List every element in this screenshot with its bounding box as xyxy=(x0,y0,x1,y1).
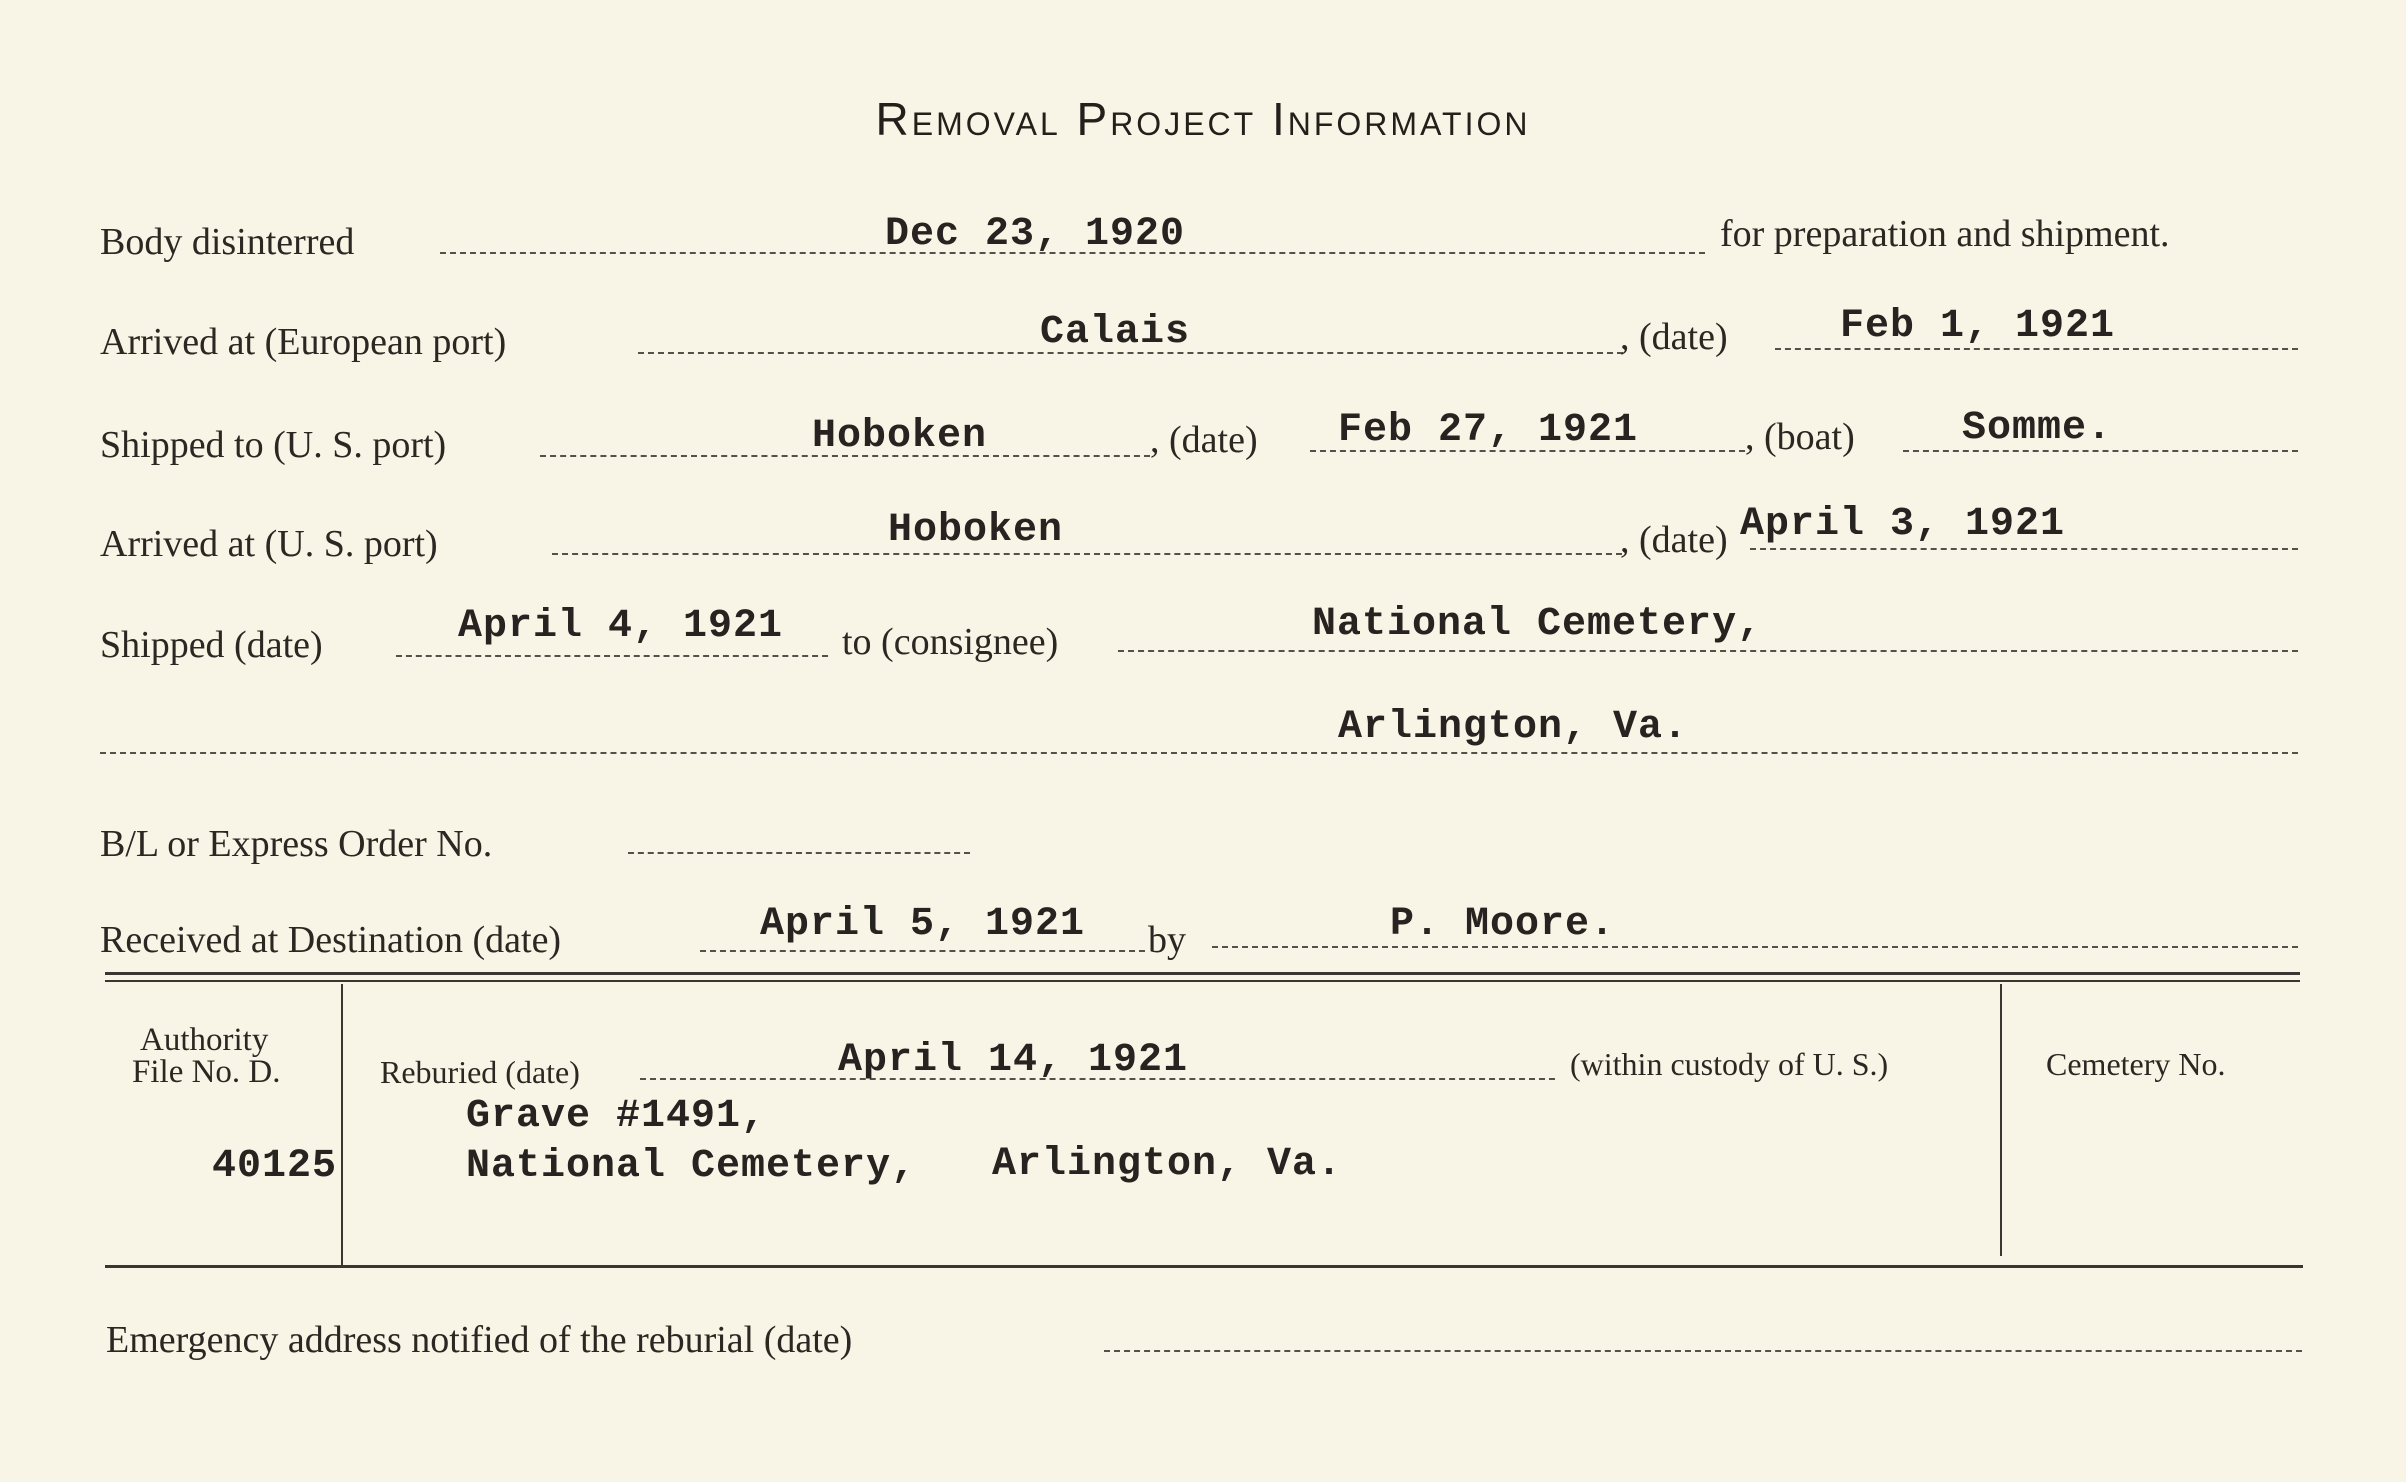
arrived-europe-port: Calais xyxy=(1040,310,1191,355)
received-by: P. Moore. xyxy=(1390,902,1616,947)
location-line-2: Arlington, Va. xyxy=(992,1142,1343,1187)
shipped-us-boat-label: , (boat) xyxy=(1745,416,1855,458)
consignee-label: to (consignee) xyxy=(842,621,1059,663)
file-number: 40125 xyxy=(212,1144,338,1189)
arrived-us-date-label: , (date) xyxy=(1620,519,1728,561)
received-label: Received at Destination (date) xyxy=(100,919,562,961)
consignee-line xyxy=(1118,650,2298,652)
shipped-us-boat: Somme. xyxy=(1962,406,2113,451)
custody-note: (within custody of U. S.) xyxy=(1570,1046,1889,1082)
arrived-europe-label: Arrived at (European port) xyxy=(100,321,507,363)
shipped-date-line xyxy=(396,655,828,657)
disinterred-label: Body disinterred xyxy=(100,221,355,263)
shipped-date: April 4, 1921 xyxy=(458,604,784,649)
location-line-1: National Cemetery, xyxy=(466,1144,917,1189)
box-bottom-rule xyxy=(105,1265,2303,1268)
received-by-line xyxy=(1212,946,2298,948)
disinterred-value: Dec 23, 1920 xyxy=(885,212,1186,257)
consignee-continuation-line xyxy=(100,752,2298,754)
box-top-rule-2 xyxy=(105,980,2300,982)
received-by-label: by xyxy=(1148,919,1186,961)
grave-line: Grave #1491, xyxy=(466,1094,767,1139)
bl-order-label: B/L or Express Order No. xyxy=(100,823,493,865)
box-divider-right xyxy=(2000,984,2002,1256)
bl-order-line xyxy=(628,852,970,854)
cemetery-no-label: Cemetery No. xyxy=(2046,1046,2226,1082)
shipped-date-label: Shipped (date) xyxy=(100,624,323,666)
arrived-us-date-line xyxy=(1750,548,2298,550)
arrived-europe-date: Feb 1, 1921 xyxy=(1840,304,2116,349)
shipped-us-date-label: , (date) xyxy=(1150,419,1258,461)
arrived-europe-date-label: , (date) xyxy=(1620,316,1728,358)
emergency-line xyxy=(1104,1350,2302,1352)
consignee-line-1: National Cemetery, xyxy=(1312,602,1763,647)
received-date: April 5, 1921 xyxy=(760,902,1086,947)
arrived-us-label: Arrived at (U. S. port) xyxy=(100,523,438,565)
shipped-us-date: Feb 27, 1921 xyxy=(1338,408,1639,453)
file-no-label: File No. D. xyxy=(132,1054,281,1090)
consignee-line-2: Arlington, Va. xyxy=(1338,705,1689,750)
box-divider-left xyxy=(341,984,343,1267)
disinterred-suffix: for preparation and shipment. xyxy=(1720,213,2170,255)
card-title: Removal Project Information xyxy=(875,93,1531,145)
arrived-us-line xyxy=(552,553,1622,555)
received-date-line xyxy=(700,950,1145,952)
shipped-us-port: Hoboken xyxy=(812,414,988,459)
shipped-us-label: Shipped to (U. S. port) xyxy=(100,424,447,466)
reburied-label: Reburied (date) xyxy=(380,1054,580,1090)
emergency-label: Emergency address notified of the reburial (date) xyxy=(106,1319,853,1361)
authority-label: Authority xyxy=(140,1022,269,1058)
arrived-us-date: April 3, 1921 xyxy=(1740,502,2066,547)
box-top-rule xyxy=(105,972,2300,975)
arrived-us-port: Hoboken xyxy=(888,508,1064,553)
reburied-date: April 14, 1921 xyxy=(838,1038,1189,1083)
